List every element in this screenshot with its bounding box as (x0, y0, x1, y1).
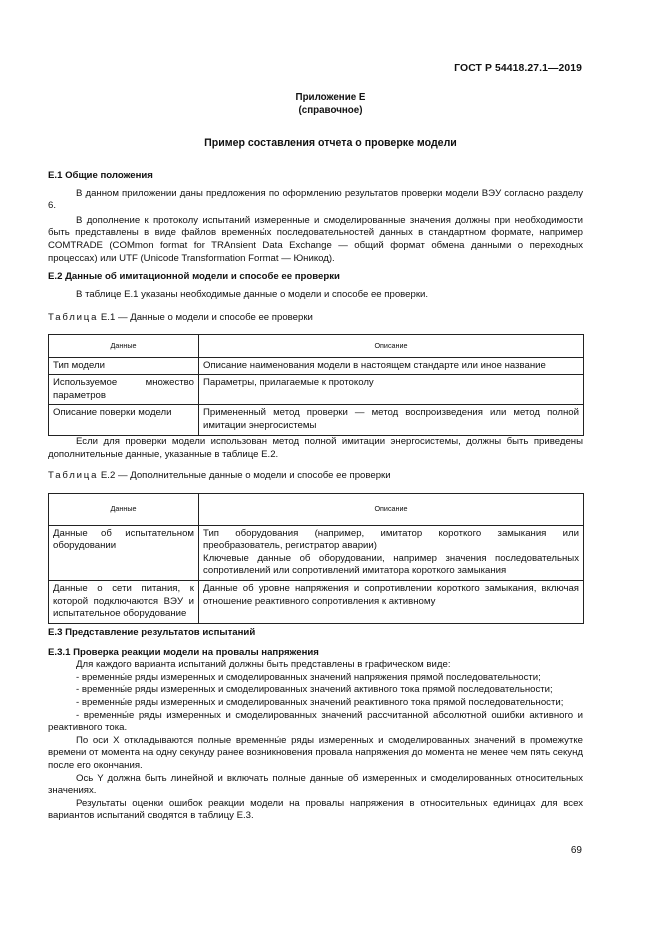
table2-cell-line: Тип оборудования (например, имитатор короткого замыкания или преобразователь, регистратор аварии) (203, 527, 579, 552)
table1-cell: Описание поверки модели (49, 405, 199, 435)
section-e2-para2: Если для проверки модели использован метод полной имитации энергосистемы, должны быть приведены дополнительные данные, указанные в таблице Е.2. (48, 436, 583, 460)
table1-cell: Описание наименования модели в настоящем стандарте или иное название (199, 357, 584, 375)
table1-cell: Примененный метод проверки — метод воспроизведения или метод полной имитации энергосистемы (199, 405, 584, 435)
table-row (49, 375, 584, 405)
table-row (49, 580, 584, 623)
table2-caption-text: Е.2 — Дополнительные данные о модели и способе ее проверки (98, 470, 391, 481)
table1-cell: Параметры, прилагаемые к протоколу (199, 375, 584, 405)
table2-cell-line: Ключевые данные об оборудовании, например значения последовательных сопротивлений или сопротивлений имитатора короткого замыкания (203, 552, 579, 577)
table1-cell: Используемое множество параметров (49, 375, 199, 405)
table1-caption-word: Таблица (48, 312, 99, 323)
section-e3 (48, 627, 583, 823)
section-e1-para1: В данном приложении даны предложения по оформлению результатов проверки модели ВЭУ согласно разделу 6. (48, 187, 583, 212)
annex-title: Пример составления отчета о проверке модели (204, 137, 457, 149)
table2-caption (48, 470, 583, 483)
table1-header-row (49, 335, 584, 358)
section-e2 (48, 271, 583, 301)
annex-label: Приложение Е (295, 92, 366, 103)
table2 (48, 493, 584, 624)
section-e3-para-results: Результаты оценки ошибок реакции модели на провалы напряжения в относительных единицах для всех вариантов испытаний сводятся в таблицу Е.3. (48, 797, 583, 822)
table-row (49, 405, 584, 435)
list-item: - временны́е ряды измеренных и смоделированных значений активного тока прямой последовательности; (76, 684, 553, 696)
section-e1-heading: Е.1 Общие положения (48, 170, 153, 181)
table2-header-data: Данные (49, 494, 199, 526)
annex-heading (0, 92, 661, 117)
section-e2-heading: Е.2 Данные об имитационной модели и способе ее проверки (48, 271, 340, 282)
table2-cell: Данные об испытательном оборудовании (49, 525, 199, 580)
section-e1-para2: В дополнение к протоколу испытаний измеренные и смоделированные значения должны при необходимости быть представлены в виде файлов временны́х последовательностей данных в стандартном формате, например COMTRADE (COMmon format for TRAnsient Data Exchange — общий формат обмена данными о переходных процессах) или UTF (Unicode Transformation Format — Юникод). (48, 214, 583, 264)
table2-cell: Данные об уровне напряжения и сопротивлении короткого замыкания, включая отношение реактивного сопротивления к активному (199, 580, 584, 623)
list-item: - временны́е ряды измеренных и смоделированных значений рассчитанной абсолютной ошибки активного и реактивного тока. (48, 709, 583, 734)
table1-caption-text: Е.1 — Данные о модели и способе ее проверки (98, 312, 313, 323)
standard-number: ГОСТ Р 54418.27.1—2019 (454, 63, 582, 74)
table1-wrap (48, 334, 583, 436)
annex-type: (справочное) (298, 104, 363, 116)
table1 (48, 334, 584, 436)
table-row (49, 525, 584, 580)
table2-caption-word: Таблица (48, 470, 99, 481)
table-row (49, 357, 584, 375)
section-e3-heading: Е.3 Представление результатов испытаний (48, 627, 256, 638)
section-e2-para1: В таблице Е.1 указаны необходимые данные о модели и способе ее проверки. (76, 288, 429, 300)
section-e3-para-y: Ось Y должна быть линейной и включать полные данные об измеренных и смоделированных относительных значениях. (48, 772, 583, 797)
table2-wrap (48, 493, 583, 624)
section-e3-para-x: По оси X откладываются полные временны́е ряды измеренных и смоделированных значений в промежутке времени от момента на одну секунду ранее возникновения провала напряжения до момента не менее чем пять секунд после его окончания. (48, 734, 583, 771)
section-e3-1-heading: Е.3.1 Проверка реакции модели на провалы напряжения (48, 646, 319, 658)
table1-header-description: Описание (199, 335, 584, 358)
list-item: - временны́е ряды измеренных и смоделированных значений напряжения прямой последовательности; (76, 671, 541, 683)
section-e1 (48, 170, 583, 265)
section-e2-para2-wrap (48, 436, 583, 461)
list-item: - временны́е ряды измеренных и смоделированных значений реактивного тока прямой последовательности; (76, 696, 564, 708)
page-number: 69 (570, 845, 582, 856)
table2-header-description: Описание (199, 494, 584, 526)
table2-cell (199, 525, 584, 580)
table1-caption (48, 312, 583, 325)
section-e3-intro: Для каждого варианта испытаний должны быть представлены в графическом виде: (76, 659, 451, 671)
table1-cell: Тип модели (49, 357, 199, 375)
table2-header-row (49, 494, 584, 526)
table2-cell: Данные о сети питания, к которой подключаются ВЭУ и испытательное оборудование (49, 580, 199, 623)
table1-header-data: Данные (49, 335, 199, 358)
